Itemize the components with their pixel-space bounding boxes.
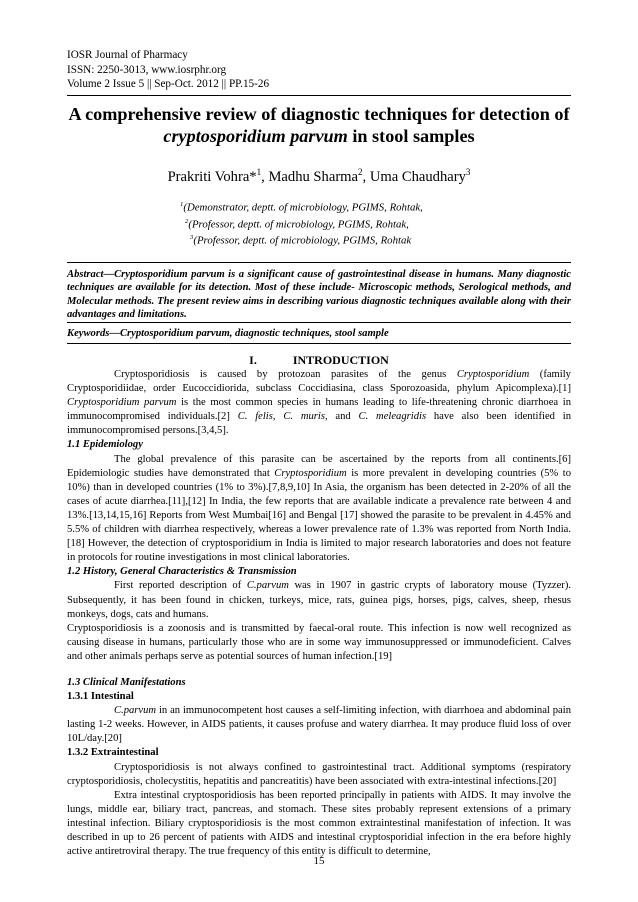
keywords-bottom-rule [67, 343, 571, 344]
page-number: 15 [313, 855, 325, 867]
abstract-label: Abstract— [67, 269, 115, 280]
intestinal-paragraph [67, 704, 571, 746]
subheading-clinical: 1.3 Clinical Manifestations [67, 676, 186, 688]
text-run: was in 1907 in gastric crypts of laboratory mouse (Tyzzer). Subsequently, it has been found in chicken, turkeys, mice, rats, guinea pigs, horses, pigs, calves, sheep, rhesus monkeys, dogs, cats and humans. [67, 580, 572, 620]
section-title: INTRODUCTION [292, 353, 389, 367]
paper-title [67, 103, 571, 147]
text-run: and [327, 411, 359, 423]
header-rule [67, 95, 571, 96]
affiliation-3-text: (Professor, deptt. of microbiology, PGIMS, Rohtak [193, 234, 412, 247]
extraintestinal-paragraph-2: Extra intestinal cryptosporidiosis has been reported principally in patients with AIDS. It may involve the lungs, middle ear, biliary tract, pancreas, and stomach. These sites probably represent extensions of a primary intestinal infection. Biliary cryptosporidiosis is the most common extraintestinal manifestation of infection. It was described in up to 26 percent of patients with AIDS and intestinal cryptosporidial infection in the era before highly active antiretroviral therapy. The true frequency of this entity is difficult to determine, [67, 789, 571, 858]
keywords [67, 327, 571, 340]
italic-run: C. felis, C. muris, [237, 411, 328, 423]
journal-volume: Volume 2 Issue 5 || Sep-Oct. 2012 || PP.15-26 [67, 78, 270, 90]
affiliation-1 [180, 198, 423, 215]
text-run: in an immunocompetent host causes a self-limiting infection, with diarrhoea and abdominal pain lasting 1-2 weeks. However, in AIDS patients, it causes profuse and watery diarrhea. It may produce fluid loss of over 10L/day.[20] [67, 705, 571, 745]
italic-run: C. meleagridis [358, 411, 427, 423]
text-run: The global prevalence of this parasite can be ascertained by the reports from all continents.[6] Epidemiologic studies have demonstrated that [67, 453, 571, 479]
section-heading-introduction [67, 353, 571, 368]
italic-run: C.parvum [114, 705, 157, 717]
keywords-label: Keywords— [67, 328, 120, 339]
text-run: (family Cryptosporidiidae, order Eucoccidiorida, subclass Coccidiasina, class Sporozoasida, phylum Apicomplexa).[1] [67, 369, 571, 395]
italic-run: C.parvum [246, 580, 289, 592]
intro-paragraph [67, 368, 571, 438]
affiliation-2 [180, 215, 423, 232]
body-text [67, 368, 571, 859]
title-organism: cryptosporidium parvum [163, 126, 348, 146]
author-3: , Uma Chaudhary [362, 168, 466, 185]
subheading-intestinal: 1.3.1 Intestinal [67, 691, 134, 703]
affiliations [180, 198, 423, 248]
paragraph-gap [67, 664, 571, 676]
italic-run: Cryptosporidium [274, 467, 347, 479]
subheading-extraintestinal: 1.3.2 Extraintestinal [67, 747, 159, 759]
abstract-text: Cryptosporidium parvum is a significant cause of gastrointestinal disease in humans. Many diagnostic techniques are available for its detection. Most of these include- Microscopic methods, Serological methods, and Molecular methods. The present review aims in describing various diagnostic techniques available along with their advantages and limitations. [67, 269, 571, 320]
journal-name: IOSR Journal of Pharmacy [67, 49, 188, 61]
author-1: Prakriti Vohra* [167, 168, 257, 185]
title-line-1: A comprehensive review of diagnostic techniques for detection of [68, 104, 570, 124]
subheading-epidemiology: 1.1 Epidemiology [67, 439, 143, 451]
section-number: I. [249, 353, 257, 367]
title-rest: in stool samples [347, 126, 475, 146]
journal-issn: ISSN: 2250-3013, www.iosrphr.org [67, 63, 227, 76]
abstract-bottom-rule [67, 322, 571, 323]
extraintestinal-paragraph-1: Cryptosporidiosis is not always confined to gastrointestinal tract. Additional symptoms (respiratory cryptosporidiosis, cholecystitis, hepatitis and pancreatitis) have been associated with extra-intestinal infections.[20] [67, 761, 571, 787]
author-list [67, 167, 571, 186]
italic-run: Cryptosporidium [456, 369, 530, 380]
author-2-sup: 2 [358, 167, 363, 177]
author-2: , Madhu Sharma [261, 168, 359, 185]
title-line-2 [67, 125, 571, 147]
text-run: Cryptosporidiosis is caused by protozoan parasites of the genus [114, 369, 457, 380]
author-1-sup: 1 [256, 167, 262, 177]
affiliation-3-sup: 3 [190, 234, 194, 242]
text-run: is the most common species in humans leading to life-threatening chronic diarrhoea in immunocompromised individuals.[2] [67, 397, 571, 423]
affiliation-2-sup: 2 [185, 217, 189, 225]
subheading-history: 1.2 History, General Characteristics & Transmission [67, 566, 297, 578]
history-paragraph-1 [67, 579, 571, 621]
journal-header [67, 48, 269, 92]
text-run: is more prevalent in developing countries (5% to 10%) than in developed countries (1% to 3%).[7,8,9,10] In Asia, the organism has been detected in 2-20% of all the cases of acute diarrhea.[11],[12] In India, the few reports that are available indicate a prevalence rate between 4 and 13%.[13,14,15,16] Reports from West Mumbai[16] and Bengal [17] showed the parasite to be prevalent in 4.45% and 5.5% of children with diarrhea respectively, whereas a lower prevalence rate of 1.3% was reported from North India.[18] However, the detection of cryptosporidium in India is limited to major research laboratories and does not feature in protocols for routine investigations in most clinical laboratories. [67, 467, 571, 564]
affiliation-1-text: (Demonstrator, deptt. of microbiology, PGIMS, Rohtak, [183, 201, 423, 214]
abstract-top-rule [67, 262, 571, 263]
keywords-text: Cryptosporidium parvum, diagnostic techniques, stool sample [119, 328, 389, 339]
author-3-sup: 3 [465, 167, 471, 177]
affiliation-3 [180, 231, 423, 248]
affiliation-2-text: (Professor, deptt. of microbiology, PGIMS, Rohtak, [188, 218, 409, 231]
italic-run: Cryptosporidium parvum [67, 397, 177, 409]
text-run: First reported description of [114, 580, 247, 592]
epidemiology-paragraph [67, 453, 571, 566]
text-run: have also been identified in immunocompromised persons.[3,4,5]. [67, 411, 571, 437]
history-paragraph-2: Cryptosporidiosis is a zoonosis and is transmitted by faecal-oral route. This infection is now well recognized as causing disease in humans, particularly those who are in some way immunosuppressed or immunodeficient. Calves and other animals perhaps serve as potential sources of human infection.[19] [67, 622, 571, 662]
affiliation-1-sup: 1 [180, 201, 184, 208]
abstract [67, 268, 571, 321]
